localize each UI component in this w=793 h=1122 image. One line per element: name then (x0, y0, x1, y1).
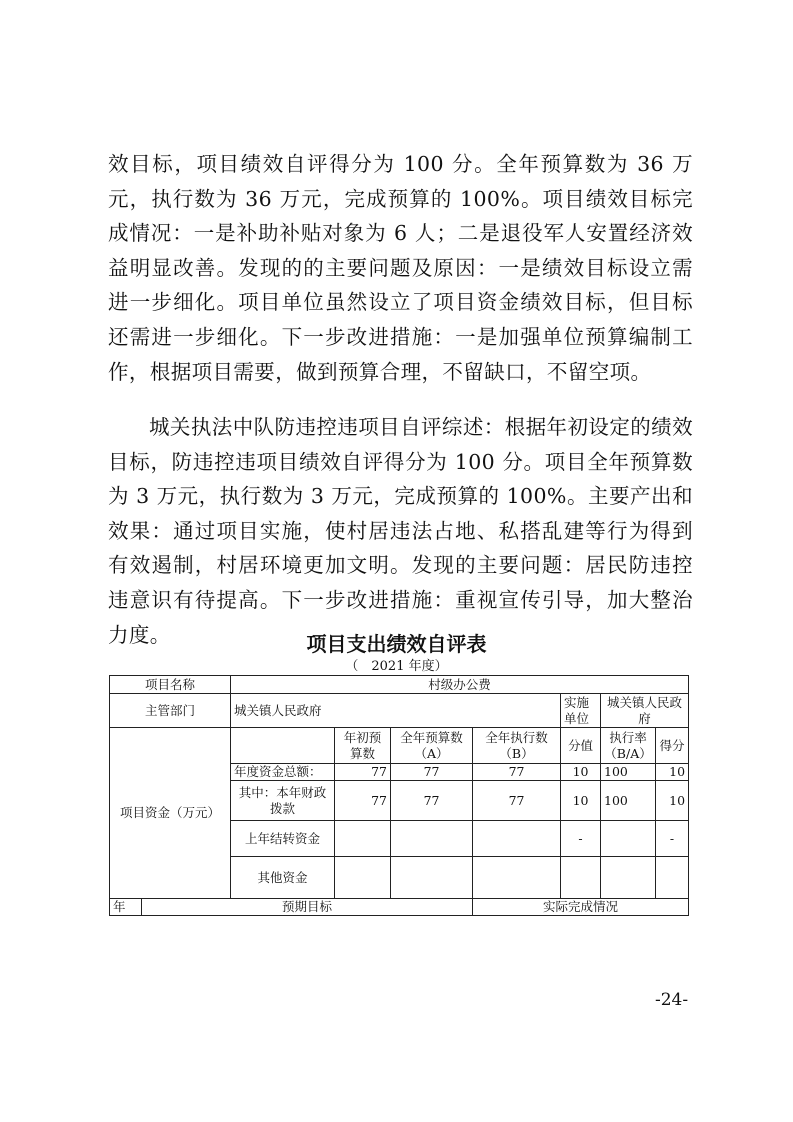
project-name-value: 村级办公费 (231, 676, 689, 694)
table-cell: 100 (601, 764, 656, 781)
table-cell (601, 857, 656, 899)
table-cell (391, 821, 473, 857)
table-cell: 77 (335, 781, 391, 821)
table-cell (561, 857, 601, 899)
row-label: 上年结转资金 (231, 821, 335, 857)
table-cell: 10 (656, 764, 689, 781)
table-cell (473, 821, 561, 857)
expected-goal-header: 预期目标 (142, 899, 473, 916)
table-cell: 77 (391, 781, 473, 821)
goal-row-label: 年 (110, 899, 142, 916)
table-subtitle: （ 2021 年度） (345, 659, 448, 674)
project-name-label: 项目名称 (110, 676, 231, 694)
header-cell: 得分 (656, 728, 689, 764)
table-cell (473, 857, 561, 899)
performance-table (109, 675, 689, 916)
page-number: -24- (655, 990, 689, 1010)
table-cell (335, 821, 391, 857)
row-label: 其他资金 (231, 857, 335, 899)
table-cell: 77 (335, 764, 391, 781)
dept-label: 主管部门 (110, 694, 231, 728)
header-cell: 执行率（B/A） (601, 728, 656, 764)
table-cell: 77 (473, 764, 561, 781)
dept-value: 城关镇人民政府 (231, 694, 561, 728)
header-cell: 年初预算数 (335, 728, 391, 764)
header-cell: 分值 (561, 728, 601, 764)
table-cell: - (656, 821, 689, 857)
impl-label: 实施单位 (561, 694, 601, 728)
funds-label: 项目资金（万元） (110, 728, 231, 899)
table-cell: - (561, 821, 601, 857)
impl-value: 城关镇人民政府 (601, 694, 689, 728)
table-cell: 10 (561, 781, 601, 821)
paragraph-2: 城关执法中队防违控违项目自评综述：根据年初设定的绩效目标，防违控违项目绩效自评得分为 100 分。项目全年预算数为 3 万元，执行数为 3 万元，完成预算的 100%。主要产出和效果：通过项目实施，使村居违法占地、私搭乱建等行为得到有效遏制，村居环境更加文明。发现的主要问题：居民防违控违意识有待提高。下一步改进措施：重视宣传引导，加大整治力度。 (108, 415, 693, 647)
paragraph-1: 效目标，项目绩效自评得分为 100 分。全年预算数为 36 万元，执行数为 36 万元，完成预算的 100%。项目绩效目标完成情况：一是补助补贴对象为 6 人；二是退役军人安置经济效益明显改善。发现的的主要问题及原因：一是绩效目标设立需进一步细化。项目单位虽然设立了项目资金绩效目标，但目标还需进一步细化。下一步改进措施：一是加强单位预算编制工作，根据项目需要，做到预算合理，不留缺口，不留空项。 (108, 152, 693, 384)
actual-completion-header: 实际完成情况 (473, 899, 689, 916)
table-title: 项目支出绩效自评表 (306, 632, 487, 656)
table-cell: 77 (391, 764, 473, 781)
table-cell (391, 857, 473, 899)
header-cell: 全年预算数（A） (391, 728, 473, 764)
table-cell (656, 857, 689, 899)
header-cell: 全年执行数（B） (473, 728, 561, 764)
table-cell (335, 857, 391, 899)
header-blank (231, 728, 335, 764)
table-cell: 77 (473, 781, 561, 821)
row-label: 年度资金总额： (231, 764, 335, 781)
table-cell: 100 (601, 781, 656, 821)
table-cell: 10 (656, 781, 689, 821)
table-cell: 10 (561, 764, 601, 781)
row-label: 其中：本年财政拨款 (231, 781, 335, 821)
table-cell (601, 821, 656, 857)
